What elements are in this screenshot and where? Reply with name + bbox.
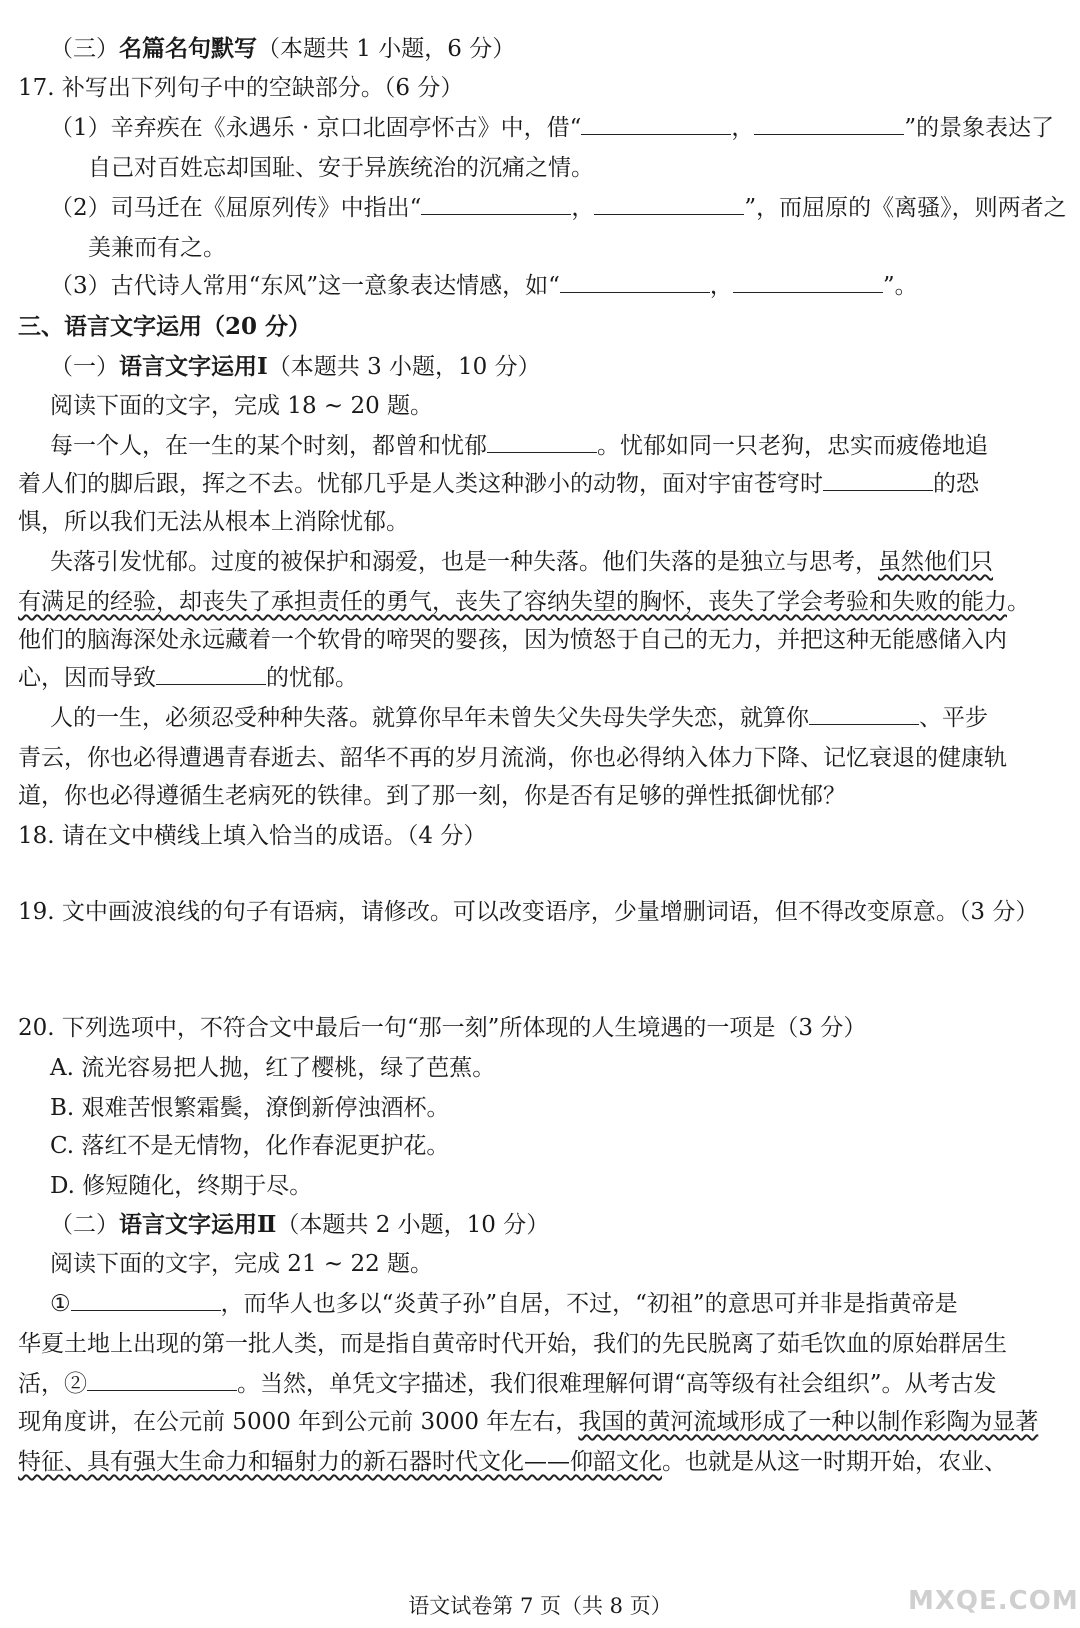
passage-text: 心，因而导致 <box>18 665 156 691</box>
answer-blank[interactable] <box>594 190 744 215</box>
section-poem-heading <box>50 30 515 68</box>
answer-blank[interactable] <box>809 700 919 725</box>
passage-text: 。也就是从这一时期开始，农业、 <box>662 1449 1007 1475</box>
q17-part3 <box>50 268 918 305</box>
passage-text: 。忧郁如同一只老狗，忠实而疲倦地追 <box>597 433 988 459</box>
passage-text: 每一个人，在一生的某个时刻，都曾和忧郁 <box>50 433 487 459</box>
page-footer: 语文试卷第 7 页（共 8 页） <box>408 1594 672 1618</box>
passage1-line: 道，你也必得遵循生老病死的铁律。到了那一刻，你是否有足够的弹性抵御忧郁？ <box>18 783 846 809</box>
passage-text: 着人们的脚后跟，挥之不去。忧郁几乎是人类这种渺小的动物，面对宇宙苍穹时 <box>18 471 823 497</box>
passage-text: 。 <box>1007 589 1030 615</box>
passage2-line <box>18 1404 1038 1441</box>
sub1-title: 语言文字运用Ⅰ <box>119 353 268 380</box>
q20-option-b[interactable]: B. 艰难苦恨繁霜鬓，潦倒新停浊酒杯。 <box>50 1095 450 1121</box>
passage1-line <box>50 700 988 737</box>
part3-title: 三、语言文字运用（20 分） <box>18 313 312 340</box>
circled-number-1: ① <box>50 1291 71 1317</box>
section-title: 名篇名句默写 <box>119 35 257 62</box>
circled-number-2: ② <box>64 1371 87 1397</box>
sub1-heading <box>50 348 541 386</box>
answer-blank[interactable] <box>733 268 883 293</box>
passage1-line: 他们的脑海深处永远藏着一个软骨的啼哭的婴孩，因为愤怒于自己的无力，并把这种无能感储入内 <box>18 627 1007 653</box>
wavy-sentence: 有满足的经验，却丧失了承担责任的勇气，丧失了容纳失望的胸怀，丧失了学会考验和失败的能力 <box>18 589 1007 615</box>
passage1-line <box>18 466 979 503</box>
q17-part1-cont: 自己对百姓忘却国耻、安于异族统治的沉痛之情。 <box>88 155 594 181</box>
q17-part1-text: （1）辛弃疾在《永遇乐 · 京口北固亭怀古》中，借“ <box>50 115 582 141</box>
passage-text: 失落引发忧郁。过度的被保护和溺爱，也是一种失落。他们失落的是独立与思考， <box>50 549 878 575</box>
q19-stem: 19. 文中画波浪线的句子有语病，请修改。可以改变语序，少量增删词语，但不得改变原意。（3 分） <box>18 899 1039 925</box>
passage1-line: 青云，你也必得遭遇青春逝去、韶华不再的岁月流淌，你也必得纳入体力下降、记忆衰退的健康轨 <box>18 745 1007 771</box>
passage-text: ，而华人也多以“炎黄子孙”自居，不过，“初祖”的意思可并非是指黄帝是 <box>220 1291 958 1317</box>
q17-part2 <box>50 190 1067 227</box>
passage1-line: 惧，所以我们无法从根本上消除忧郁。 <box>18 509 409 535</box>
q17-stem: 17. 补写出下列句子中的空缺部分。（6 分） <box>18 75 464 101</box>
q17-part1-comma: ， <box>731 115 755 141</box>
q20-stem: 20. 下列选项中，不符合文中最后一句“那一刻”所体现的人生境遇的一项是（3 分） <box>18 1015 867 1041</box>
answer-blank[interactable] <box>581 110 731 135</box>
passage2-line <box>18 1444 1007 1481</box>
passage1-line <box>18 660 358 697</box>
answer-blank[interactable] <box>421 190 571 215</box>
answer-blank[interactable] <box>87 1366 237 1391</box>
answer-blank[interactable] <box>487 428 597 453</box>
q17-part1-tail: ”的景象表达了 <box>904 115 1055 141</box>
watermark-logo: MXQE.COM <box>908 1586 1079 1616</box>
passage-text: 。当然，单凭文字描述，我们很难理解何谓“高等级有社会组织”。从考古发 <box>237 1371 997 1397</box>
q20-option-a[interactable]: A. 流光容易把人抛，红了樱桃，绿了芭蕉。 <box>50 1055 496 1081</box>
q17-part2-tail: ”，而屈原的《离骚》，则两者之 <box>744 195 1067 221</box>
passage2-line <box>18 1366 997 1403</box>
passage-text: 的忧郁。 <box>266 665 358 691</box>
answer-blank[interactable] <box>754 110 904 135</box>
passage2-line: 华夏土地上出现的第一批人类，而是指自黄帝时代开始，我们的先民脱离了茹毛饮血的原始群居生 <box>18 1331 1007 1357</box>
sub1-instruction: 阅读下面的文字，完成 18 ~ 20 题。 <box>50 393 434 419</box>
sub2-heading <box>50 1206 549 1244</box>
sub2-info: （本题共 2 小题，10 分） <box>276 1212 550 1238</box>
section-info: （本题共 1 小题，6 分） <box>257 36 516 62</box>
q17-part3-tail: ”。 <box>882 273 918 299</box>
q17-part2-comma: ， <box>571 195 595 221</box>
wavy-sentence: 我国的黄河流域形成了一种以制作彩陶为显著 <box>578 1409 1039 1435</box>
q18-stem: 18. 请在文中横线上填入恰当的成语。（4 分） <box>18 823 487 849</box>
q17-part2-text: （2）司马迁在《屈原列传》中指出“ <box>50 195 422 221</box>
answer-blank[interactable] <box>823 466 933 491</box>
passage-text: 、平步 <box>919 705 988 731</box>
passage1-line <box>18 584 1030 621</box>
q17-part3-comma: ， <box>709 273 733 299</box>
passage-text: 现角度讲，在公元前 5000 年到公元前 3000 年左右， <box>18 1409 579 1435</box>
wavy-sentence: 虽然他们只 <box>878 549 993 575</box>
passage1-line <box>50 428 988 465</box>
q17-part2-cont: 美兼而有之。 <box>88 235 226 261</box>
answer-blank[interactable] <box>156 660 266 685</box>
section-number: （三） <box>50 36 119 62</box>
wavy-sentence: 特征、具有强大生命力和辐射力的新石器时代文化——仰韶文化 <box>18 1449 662 1475</box>
q17-part1 <box>50 110 1054 147</box>
sub1-info: （本题共 3 小题，10 分） <box>267 354 541 380</box>
sub1-number: （一） <box>50 354 119 380</box>
q17-part3-text: （3）古代诗人常用“东风”这一意象表达情感，如“ <box>50 273 560 299</box>
passage2-line <box>50 1286 958 1323</box>
passage1-line <box>50 544 993 581</box>
passage-text: 人的一生，必须忍受种种失落。就算你早年未曾失父失母失学失恋，就算你 <box>50 705 809 731</box>
passage-text: 活， <box>18 1371 64 1397</box>
sub2-title: 语言文字运用Ⅱ <box>119 1211 277 1238</box>
q20-option-c[interactable]: C. 落红不是无情物，化作春泥更护花。 <box>50 1133 450 1159</box>
answer-blank[interactable] <box>560 268 710 293</box>
sub2-number: （二） <box>50 1212 119 1238</box>
sub2-instruction: 阅读下面的文字，完成 21 ~ 22 题。 <box>50 1251 434 1277</box>
passage-text: 的恐 <box>933 471 979 497</box>
answer-blank[interactable] <box>71 1286 221 1311</box>
q20-option-d[interactable]: D. 修短随化，终期于尽。 <box>50 1173 313 1199</box>
